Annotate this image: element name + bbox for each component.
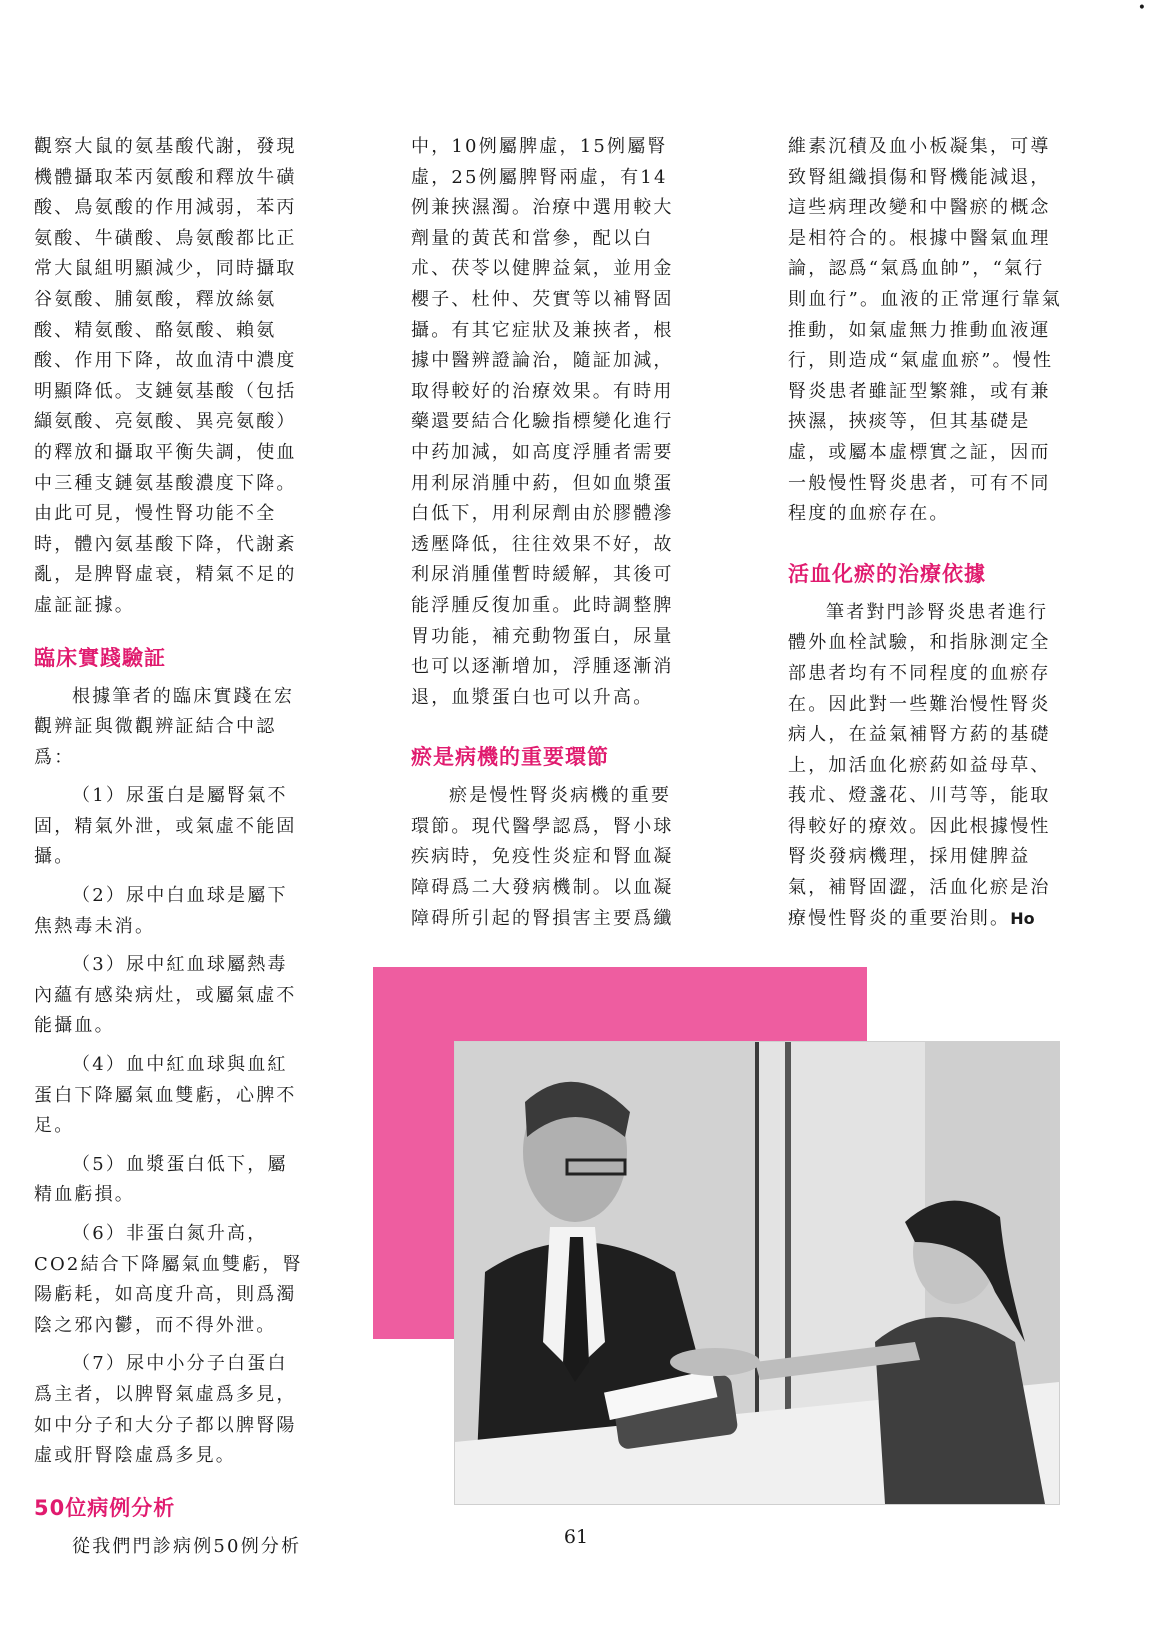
list-item: （5）血漿蛋白低下，屬精血虧損。	[34, 1153, 288, 1206]
heading-treatment-basis: 活血化瘀的治療依據	[788, 561, 986, 586]
column-1	[34, 132, 306, 1562]
col3-paragraph-2	[788, 598, 1064, 935]
column-2	[411, 132, 685, 934]
list-item: （2）尿中白血球是屬下焦熱毒未消。	[34, 885, 288, 937]
col2-paragraph-2: 瘀是慢性腎炎病機的重要環節。現代醫學認爲，腎小球疾病時，免疫性炎症和腎血凝障碍爲二大發病機制。以血凝障碍所引起的腎損害主要爲纖	[411, 785, 674, 929]
column-3	[788, 132, 1064, 934]
page-number: 61	[563, 1526, 589, 1548]
photo-doctor-taking-pulse	[454, 1041, 1060, 1505]
list-item: （1）尿蛋白是屬腎氣不固，精氣外泄，或氣虛不能固攝。	[34, 785, 297, 868]
photo-illustration	[455, 1042, 1059, 1504]
heading-50-cases: 50位病例分析	[34, 1495, 176, 1520]
corner-mark: •	[1137, 0, 1146, 16]
col3-paragraph-1: 維素沉積及血小板凝集，可導致腎組織損傷和腎機能減退，這些病理改變和中醫瘀的概念是相符合的。根據中醫氣血理論，認爲“氣爲血帥”，“氣行則血行”。血液的正常運行靠氣推動，如氣虛無力推動血液運行，則造成“氣虛血瘀”。慢性腎炎患者雖証型繁雜，或有兼挾濕，挾痰等，但其基礎是虛，或屬本虛標實之証，因而一般慢性腎炎患者，可有不同程度的血瘀存在。	[788, 136, 1063, 525]
col1-paragraph-2: 根據筆者的臨床實踐在宏觀辨証與微觀辨証結合中認爲：	[34, 685, 295, 768]
list-item: （7）尿中小分子白蛋白爲主者，以脾腎氣虛爲多見，如中分子和大分子都以脾腎陽虛或肝腎陰虛爲多見。	[34, 1353, 297, 1467]
list-item: （3）尿中紅血球屬熱毒內蘊有感染病灶，或屬氣虛不能攝血。	[34, 954, 297, 1037]
heading-clinical-practice: 臨床實踐驗証	[34, 645, 166, 670]
col3-paragraph-2-text: 筆者對門診腎炎患者進行體外血栓試驗，和指脉測定全部患者均有不同程度的血瘀存在。因此對一些難治慢性腎炎病人，在益氣補腎方葯的基礎上，加活血化瘀葯如益母草、莪朮、燈盞花、川芎等，能取得較好的療效。因此根據慢性腎炎發病機理，採用健脾益氣，補腎固澀，活血化瘀是治療慢性腎炎的重要治則。	[788, 601, 1051, 929]
list-item: （6）非蛋白氮升高，CO2結合下降屬氣血雙虧，腎陽虧耗，如高度升高，則爲濁陰之邪內鬱，而不得外泄。	[34, 1223, 303, 1336]
col1-paragraph-3: 從我們門診病例50例分析	[72, 1535, 302, 1557]
end-mark-logo: Ho	[1010, 908, 1035, 928]
heading-stasis-key-link: 瘀是病機的重要環節	[411, 745, 609, 770]
list-item: （4）血中紅血球與血紅蛋白下降屬氣血雙虧，心脾不足。	[34, 1054, 297, 1137]
col1-paragraph-1: 觀察大鼠的氨基酸代謝，發現機體攝取苯丙氨酸和釋放牛磺酸、鳥氨酸的作用減弱，苯丙氨酸、牛磺酸、鳥氨酸都比正常大鼠組明顯減少，同時攝取谷氨酸、脯氨酸，釋放絲氨酸、精氨酸、酪氨酸、賴氨酸、作用下降，故血清中濃度明顯降低。支鏈氨基酸（包括纈氨酸、亮氨酸、異亮氨酸）的釋放和攝取平衡失調，使血中三種支鏈氨基酸濃度下降。由此可見，慢性腎功能不全時，體內氨基酸下降，代謝紊亂，是脾腎虛衰，精氣不足的虛証証據。	[34, 136, 297, 616]
col2-paragraph-1: 中，10例屬脾虛，15例屬腎虛，25例屬脾腎兩虛，有14例兼挾濕濁。治療中選用較大劑量的黃芪和當參，配以白朮、茯苓以健脾益氣，並用金櫻子、杜仲、芡實等以補腎固攝。有其它症狀及兼挾者，根據中醫辨證論治，隨証加減，取得較好的治療效果。有時用藥還要結合化驗指標變化進行中药加減，如高度浮腫者需要用利尿消腫中葯，但如血漿蛋白低下，用利尿劑由於膠體滲透壓降低，往往效果不好，故利尿消腫僅暫時緩解，其後可能浮腫反復加重。此時調整脾胃功能，補充動物蛋白，尿量也可以逐漸增加，浮腫逐漸消退，血漿蛋白也可以升高。	[411, 136, 674, 708]
